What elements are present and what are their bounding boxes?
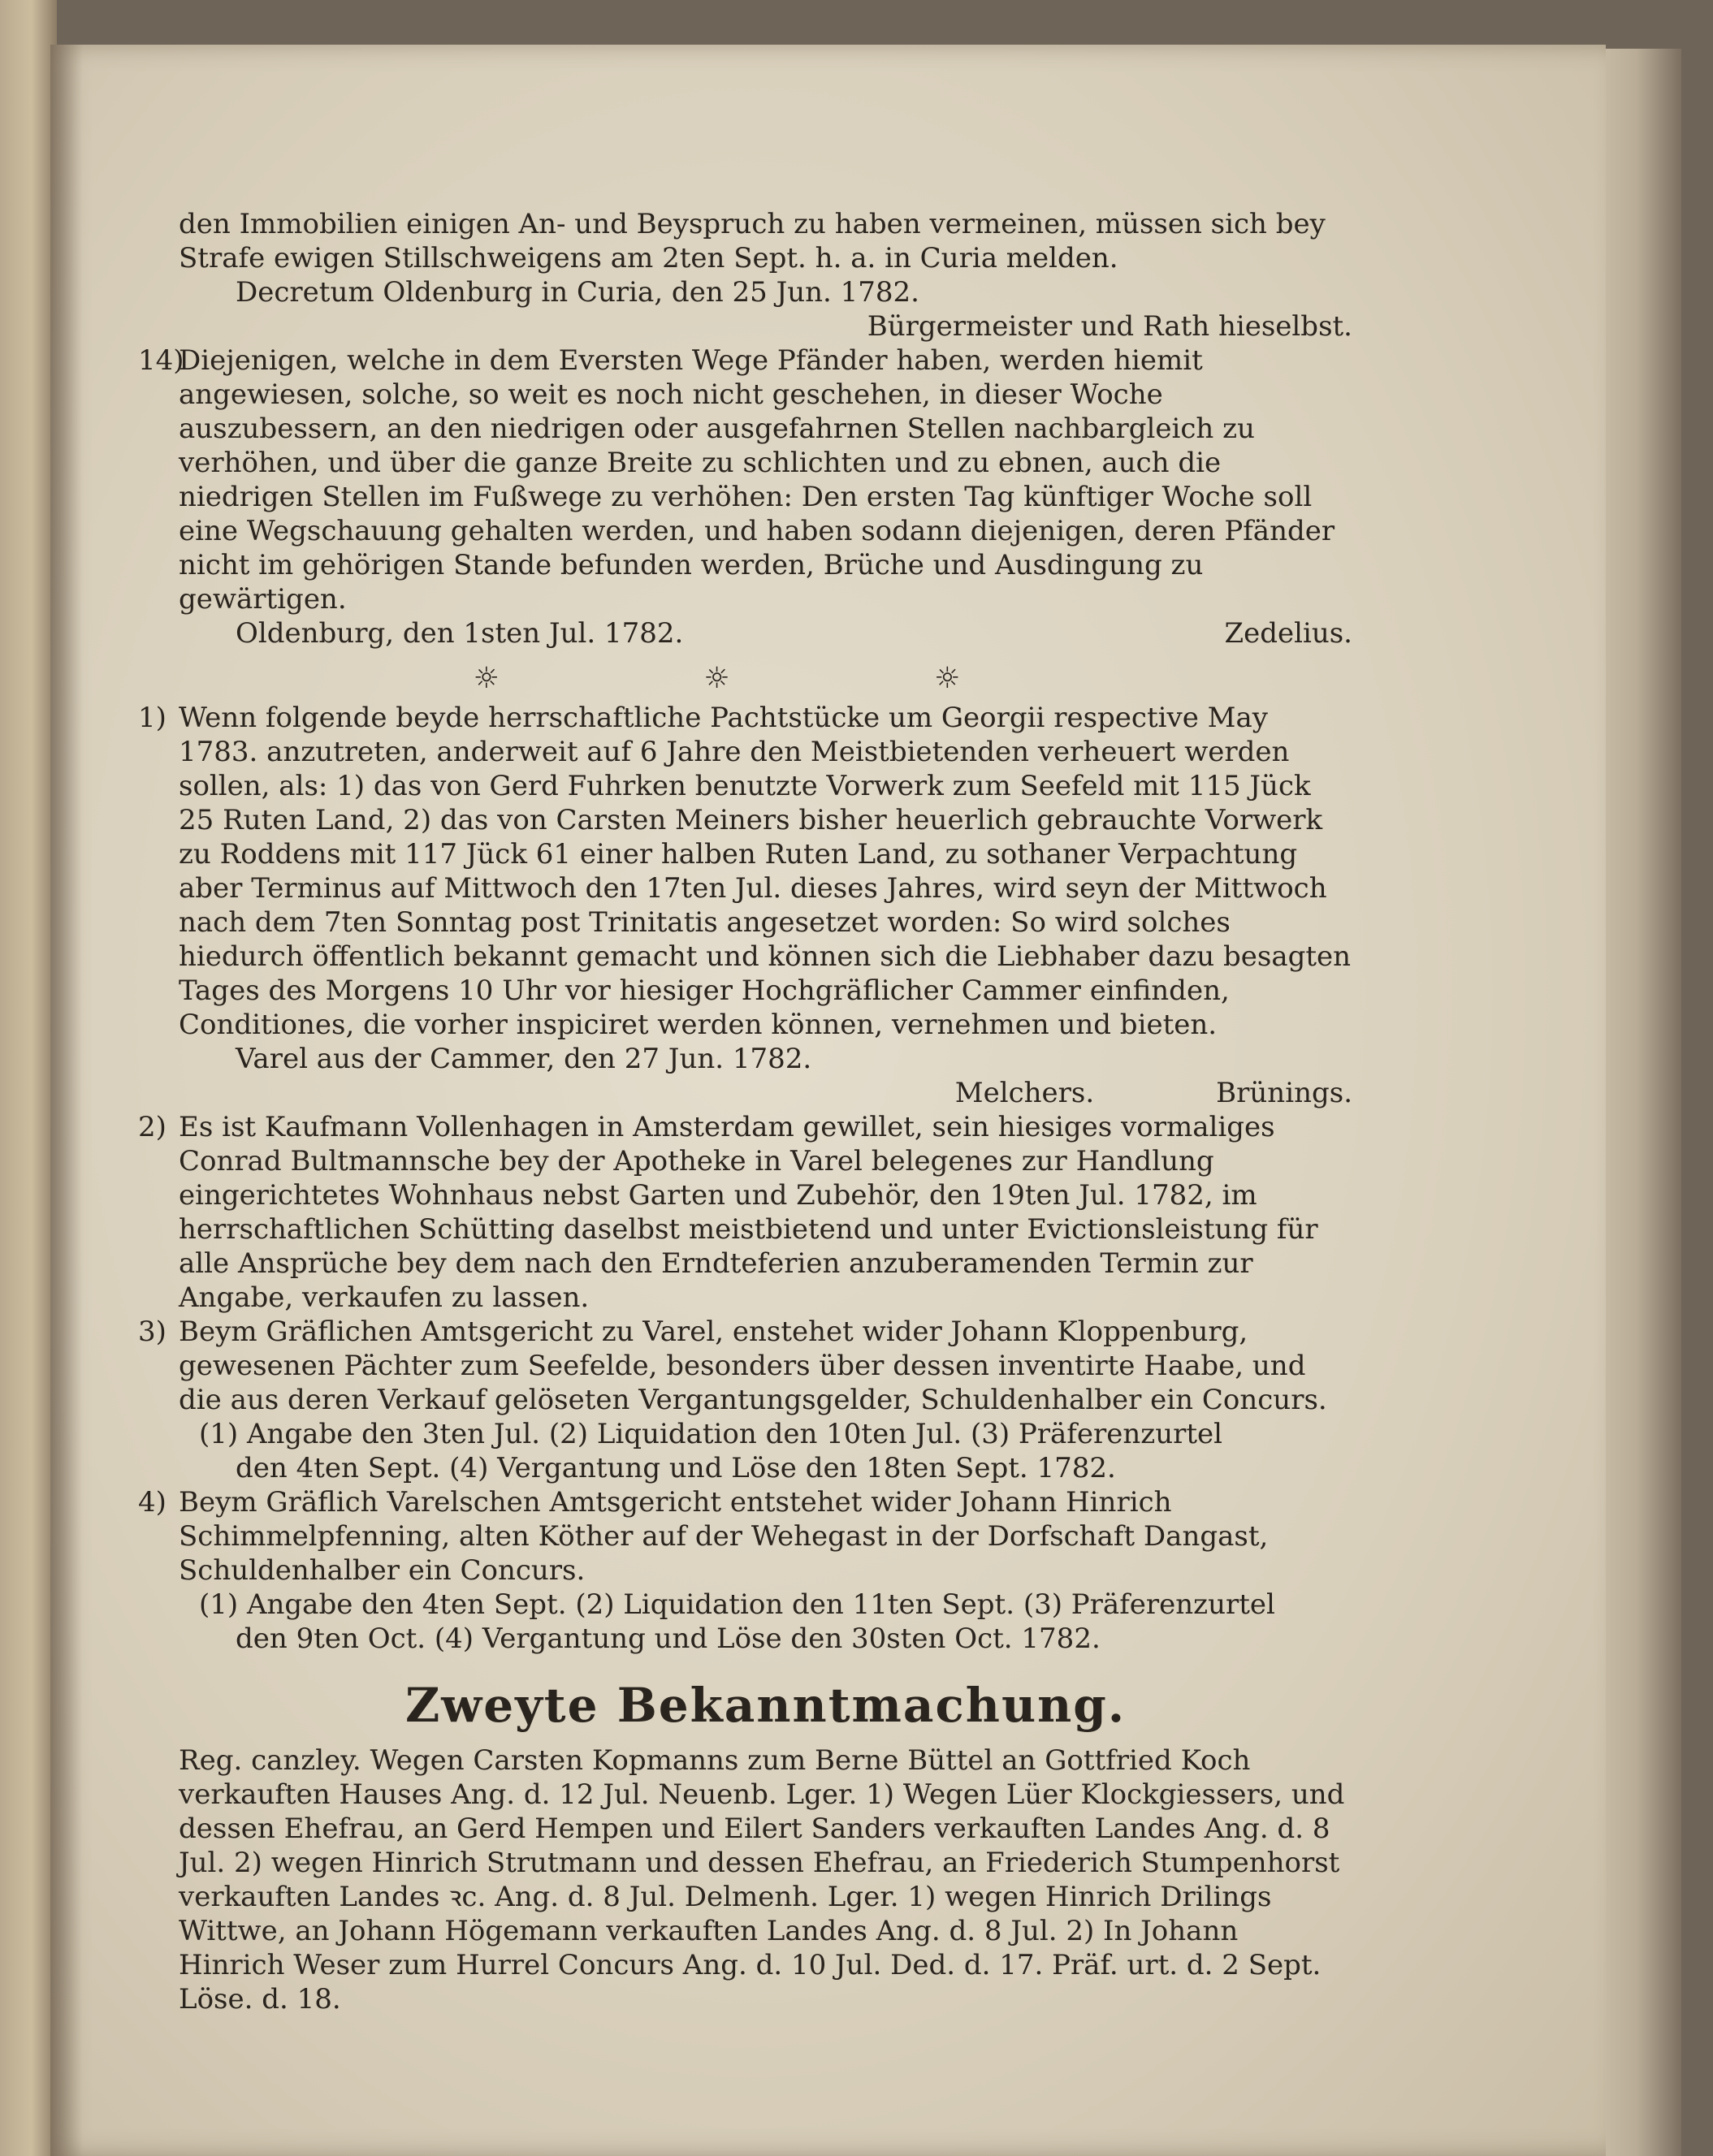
notice-2 xyxy=(138,1110,1352,1315)
intro-signature: Bürgermeister und Rath hieselbst. xyxy=(867,310,1352,343)
notice-dates-line-2: den 4ten Sept. (4) Vergantung und Löse den 18ten Sept. 1782. xyxy=(236,1452,1116,1484)
intro-line-2: Strafe ewigen Stillschweigens am 2ten Sept. h. a. in Curia melden. xyxy=(179,242,1118,274)
notice-text: Wenn folgende beyde herrschaftliche Pachtstücke um Georgii respective May 1783. anzutreten, anderweit auf 6 Jahre den Meistbietenden verheuert werden sollen, als: 1) das von Gerd Fuhrken benutzte Vorwerk zum Seefeld mit 115 Jück 25 Ruten Land, 2) das von Carsten Meiners bisher heuerlich gebrauchte Vorwerk zu Roddens mit 117 Jück 61 einer halben Ruten Land, zu sothaner Verpachtung aber Terminus auf Mittwoch den 17ten Jul. dieses Jahres, wird seyn der Mittwoch nach dem 7ten Sonntag post Trinitatis angesetzet worden: So wird solches hiedurch öffentlich bekannt gemacht und können sich die Liebhaber dazu besagten Tages des Morgens 10 Uhr vor hiesiger Hochgräflicher Cammer einfinden, Conditiones, die vorher inspiciret werden können, vernehmen und bieten. xyxy=(179,702,1352,1041)
notice-place-date: Oldenburg, den 1sten Jul. 1782. xyxy=(236,617,684,650)
notice-signature-1: Melchers. xyxy=(954,1077,1095,1109)
second-announcement-text: Reg. canzley. Wegen Carsten Kopmanns zum Berne Büttel an Gottfried Koch verkauften Hauses Ang. d. 12 Jul. Neuenb. Lger. 1) Wegen Lüer Klockgiessers, und dessen Ehefrau, an Gerd Hempen und Eilert Sanders verkauften Landes Ang. d. 8 Jul. 2) wegen Hinrich Strutmann und dessen Ehefrau, an Friederich Stumpenhorst verkauften Landes ꝛc. Ang. d. 8 Jul. Delmenh. Lger. 1) wegen Hinrich Drilings Wittwe, an Johann Högemann verkauften Landes Ang. d. 8 Jul. 2) In Johann Hinrich Weser zum Hurrel Concurs Ang. d. 10 Jul. Ded. d. 17. Präf. urt. d. 2 Sept. Löse. d. 18. xyxy=(179,1744,1345,2016)
section-heading: Zweyte Bekanntmachung. xyxy=(404,1678,1127,1733)
notice-dates-line-2: den 9ten Oct. (4) Vergantung und Löse den 30sten Oct. 1782. xyxy=(236,1622,1101,1655)
intro-line-1: den Immobilien einigen An- und Beyspruch zu haben vermeinen, müssen sich bey xyxy=(179,208,1326,240)
ornament-divider: ☼ ☼ ☼ xyxy=(473,662,1058,695)
notice-place-date: Varel aus der Cammer, den 27 Jun. 1782. xyxy=(236,1043,812,1075)
notice-number: 2) xyxy=(138,1111,167,1143)
notice-text: Beym Gräflich Varelschen Amtsgericht entstehet wider Johann Hinrich Schimmelpfenning, alten Köther auf der Wehegast in der Dorfschaft Dangast, Schuldenhalber ein Concurs. xyxy=(179,1486,1269,1587)
notice-1 xyxy=(138,701,1352,1110)
notice-number: 1) xyxy=(138,702,167,734)
notice-text: Diejenigen, welche in dem Eversten Wege Pfänder haben, werden hiemit angewiesen, solche, so weit es noch nicht geschehen, in dieser Woche auszubessern, an den niedrigen oder ausgefahrnen Stellen nachbargleich zu verhöhen, und über die ganze Breite zu schlichten und zu ebnen, auch die niedrigen Stellen im Fußwege zu verhöhen: Den ersten Tag künftiger Woche soll eine Wegschauung gehalten werden, und haben sodann diejenigen, deren Pfänder nicht im gehörigen Stande befunden werden, Brüche und Ausdingung zu gewärtigen. xyxy=(179,344,1335,616)
left-page-edge xyxy=(0,0,57,2156)
notice-14 xyxy=(138,343,1352,650)
notice-text: Beym Gräflichen Amtsgericht zu Varel, enstehet wider Johann Kloppenburg, gewesenen Pächter zum Seefelde, besonders über dessen inventirte Haabe, und die aus deren Verkauf gelöseten Vergantungsgelder, Schuldenhalber ein Concurs. xyxy=(179,1316,1327,1416)
notice-dates-line-1: (1) Angabe den 3ten Jul. (2) Liquidation den 10ten Jul. (3) Präferenzurtel xyxy=(199,1418,1223,1450)
intro-block xyxy=(179,207,1352,343)
page-text xyxy=(138,207,1352,2016)
notice-dates-line-1: (1) Angabe den 4ten Sept. (2) Liquidation den 11ten Sept. (3) Präferenzurtel xyxy=(199,1588,1275,1621)
notice-signature-2: Brünings. xyxy=(1216,1077,1352,1109)
notice-number: 14) xyxy=(138,344,184,377)
notice-number: 4) xyxy=(138,1486,167,1519)
page-gutter-shadow xyxy=(50,45,83,2156)
notice-3 xyxy=(138,1315,1352,1485)
notice-number: 3) xyxy=(138,1316,167,1348)
intro-decree: Decretum Oldenburg in Curia, den 25 Jun. 1782. xyxy=(236,276,919,309)
notice-text: Es ist Kaufmann Vollenhagen in Amsterdam gewillet, sein hiesiges vormaliges Conrad Bultmannsche bey der Apotheke in Varel belegenes zur Handlung eingerichtetes Wohnhaus nebst Garten und Zubehör, den 19ten Jul. 1782, im herrschaftlichen Schütting daselbst meistbietend und unter Evictionsleistung für alle Ansprüche bey dem nach den Erndteferien anzuberamenden Termin zur Angabe, verkaufen zu lassen. xyxy=(179,1111,1318,1314)
notice-signature: Zedelius. xyxy=(1224,617,1352,650)
notice-4 xyxy=(138,1485,1352,1656)
